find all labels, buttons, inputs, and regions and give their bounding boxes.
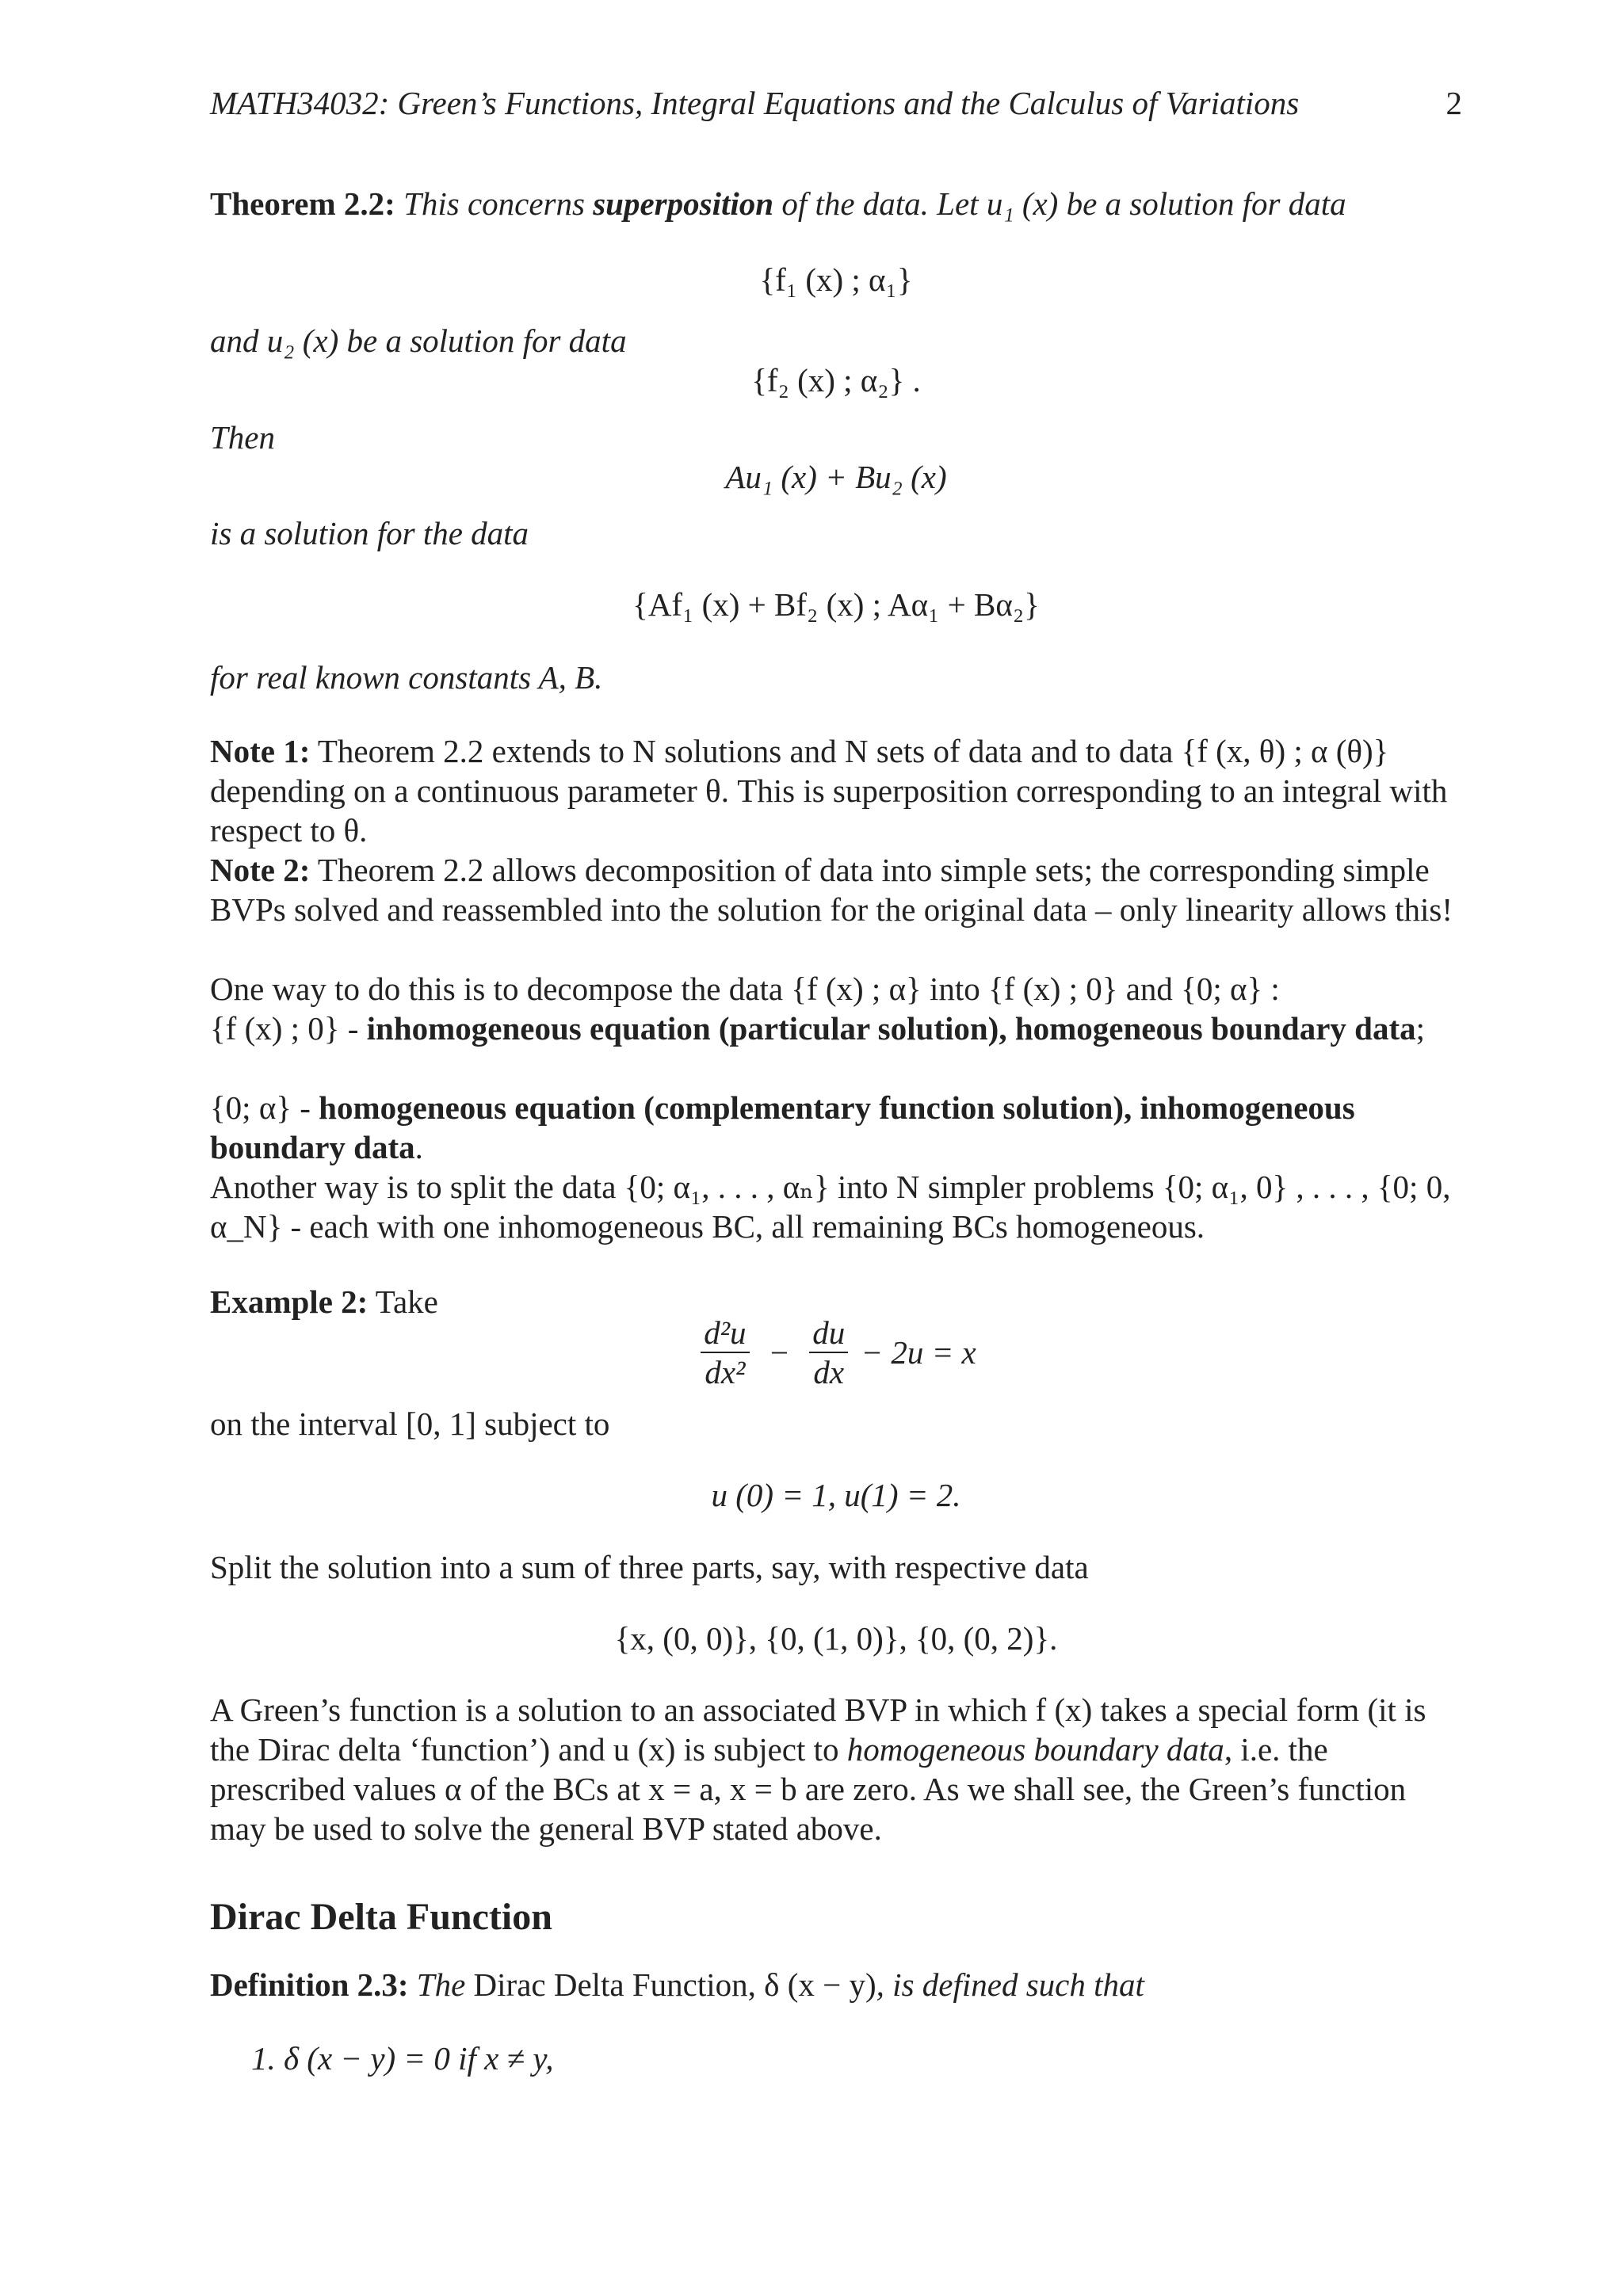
example-split: Split the solution into a sum of three parts, say, with respective data — [210, 1549, 1089, 1585]
theorem-equation-1: {f₁ (x) ; α₁} — [759, 261, 913, 298]
theorem-emph: superposition — [593, 185, 774, 222]
page-number: 2 — [1445, 85, 1462, 121]
theorem-line-2: and u₂ (x) be a solution for data — [210, 322, 627, 359]
note-2-text: Theorem 2.2 allows decomposition of data into simple sets; the corresponding simple BVPs solved and reassembled into the solution for the original data – only linearity allows this! — [210, 852, 1453, 928]
theorem-label: Theorem 2.2: — [210, 185, 395, 222]
definition-the: The — [408, 1966, 474, 2003]
example-boundary-conditions: u (0) = 1, u(1) = 2. — [711, 1477, 961, 1513]
frac-2-numerator: du — [809, 1314, 848, 1353]
greens-text-1: A Green’s function is a solution to an associated BVP in which f (x) takes a special form (it is the Dirac delta ‘function’) and u (x) is subject to — [210, 1691, 1426, 1768]
definition-rest: , is defined such that — [876, 1966, 1144, 2003]
another-way: Another way is to split the data {0; α₁, . . . , αₙ} into N simpler problems {0; α₁, 0} , . . . , {0; 0, α_N} - each with one inhomogeneous BC, all remaining BCs homogeneous. — [210, 1169, 1451, 1245]
theorem-intro-2: of the data. Let u₁ (x) be a solution for data — [773, 185, 1346, 222]
frac-1-numerator: d²u — [701, 1314, 749, 1353]
decompose-item-2-suffix: . — [414, 1129, 423, 1165]
decompose-item-2 — [210, 1088, 1462, 1167]
theorem-intro-1: This concerns — [403, 185, 594, 222]
theorem-line-5: for real known constants A, B. — [210, 659, 603, 696]
note-1 — [210, 731, 1462, 850]
section-heading: Dirac Delta Function — [210, 1896, 552, 1938]
example-data-sets: {x, (0, 0)}, {0, (1, 0)}, {0, (0, 2)}. — [614, 1620, 1058, 1657]
theorem-equation-2: {f₂ (x) ; α₂} . — [751, 362, 921, 399]
decompose-item-2-bold: homogeneous equation (complementary function solution), inhomogeneous boundary data — [210, 1089, 1355, 1165]
decompose-item-1-suffix: ; — [1415, 1010, 1426, 1047]
decompose-item-1 — [210, 1009, 1462, 1048]
greens-text-2: , i.e. the prescribed values α of the BCs at x = a, x = b are zero. As we shall see, the Green’s function may be used to solve the general BVP stated above. — [210, 1731, 1407, 1847]
note-2 — [210, 850, 1462, 929]
theorem-equation-3: Au₁ (x) + Bu₂ (x) — [725, 459, 947, 495]
example-take: Take — [368, 1283, 438, 1320]
theorem-equation-4: {Af₁ (x) + Bf₂ (x) ; Aα₁ + Bα₂} — [632, 586, 1040, 623]
first-derivative-fraction — [809, 1314, 848, 1391]
note-2-label: Note 2: — [210, 852, 311, 888]
note-1-text: Theorem 2.2 extends to N solutions and N sets of data and to data {f (x, θ) ; α (θ)} depending on a continuous parameter θ. This is superposition corresponding to an integral with respect to θ. — [210, 733, 1448, 849]
header-title: MATH34032: Green’s Functions, Integral Equations and the Calculus of Variations — [210, 85, 1300, 121]
ode-tail: − 2u = x — [861, 1334, 976, 1371]
decompose-item-2-prefix: {0; α} - — [210, 1089, 319, 1126]
definition-item-1: 1. δ (x − y) = 0 if x ≠ y, — [251, 2040, 554, 2077]
theorem-line-4: is a solution for the data — [210, 515, 529, 551]
frac-2-denominator: dx — [813, 1354, 845, 1390]
frac-1-denominator: dx² — [705, 1354, 746, 1390]
note-1-label: Note 1: — [210, 733, 311, 769]
example-ode — [210, 1314, 1462, 1391]
minus-sign: − — [769, 1334, 789, 1371]
second-derivative-fraction — [701, 1314, 749, 1391]
definition-name: Dirac Delta Function, δ (x − y) — [473, 1966, 876, 2003]
theorem-line-3: Then — [210, 419, 275, 456]
decompose-item-1-prefix: {f (x) ; 0} - — [210, 1010, 367, 1047]
decompose-item-1-bold: inhomogeneous equation (particular solution), homogeneous boundary data — [366, 1010, 1416, 1047]
example-interval: on the interval [0, 1] subject to — [210, 1405, 610, 1442]
theorem-statement — [210, 184, 1462, 223]
example-label: Example 2: — [210, 1283, 369, 1320]
running-header — [210, 79, 1462, 127]
decompose-line: One way to do this is to decompose the data {f (x) ; α} into {f (x) ; 0} and {0; α} : — [210, 971, 1280, 1007]
definition — [210, 1965, 1462, 2004]
greens-italic: homogeneous boundary data — [846, 1731, 1224, 1768]
greens-paragraph — [210, 1690, 1462, 1848]
definition-label: Definition 2.3: — [210, 1966, 409, 2003]
